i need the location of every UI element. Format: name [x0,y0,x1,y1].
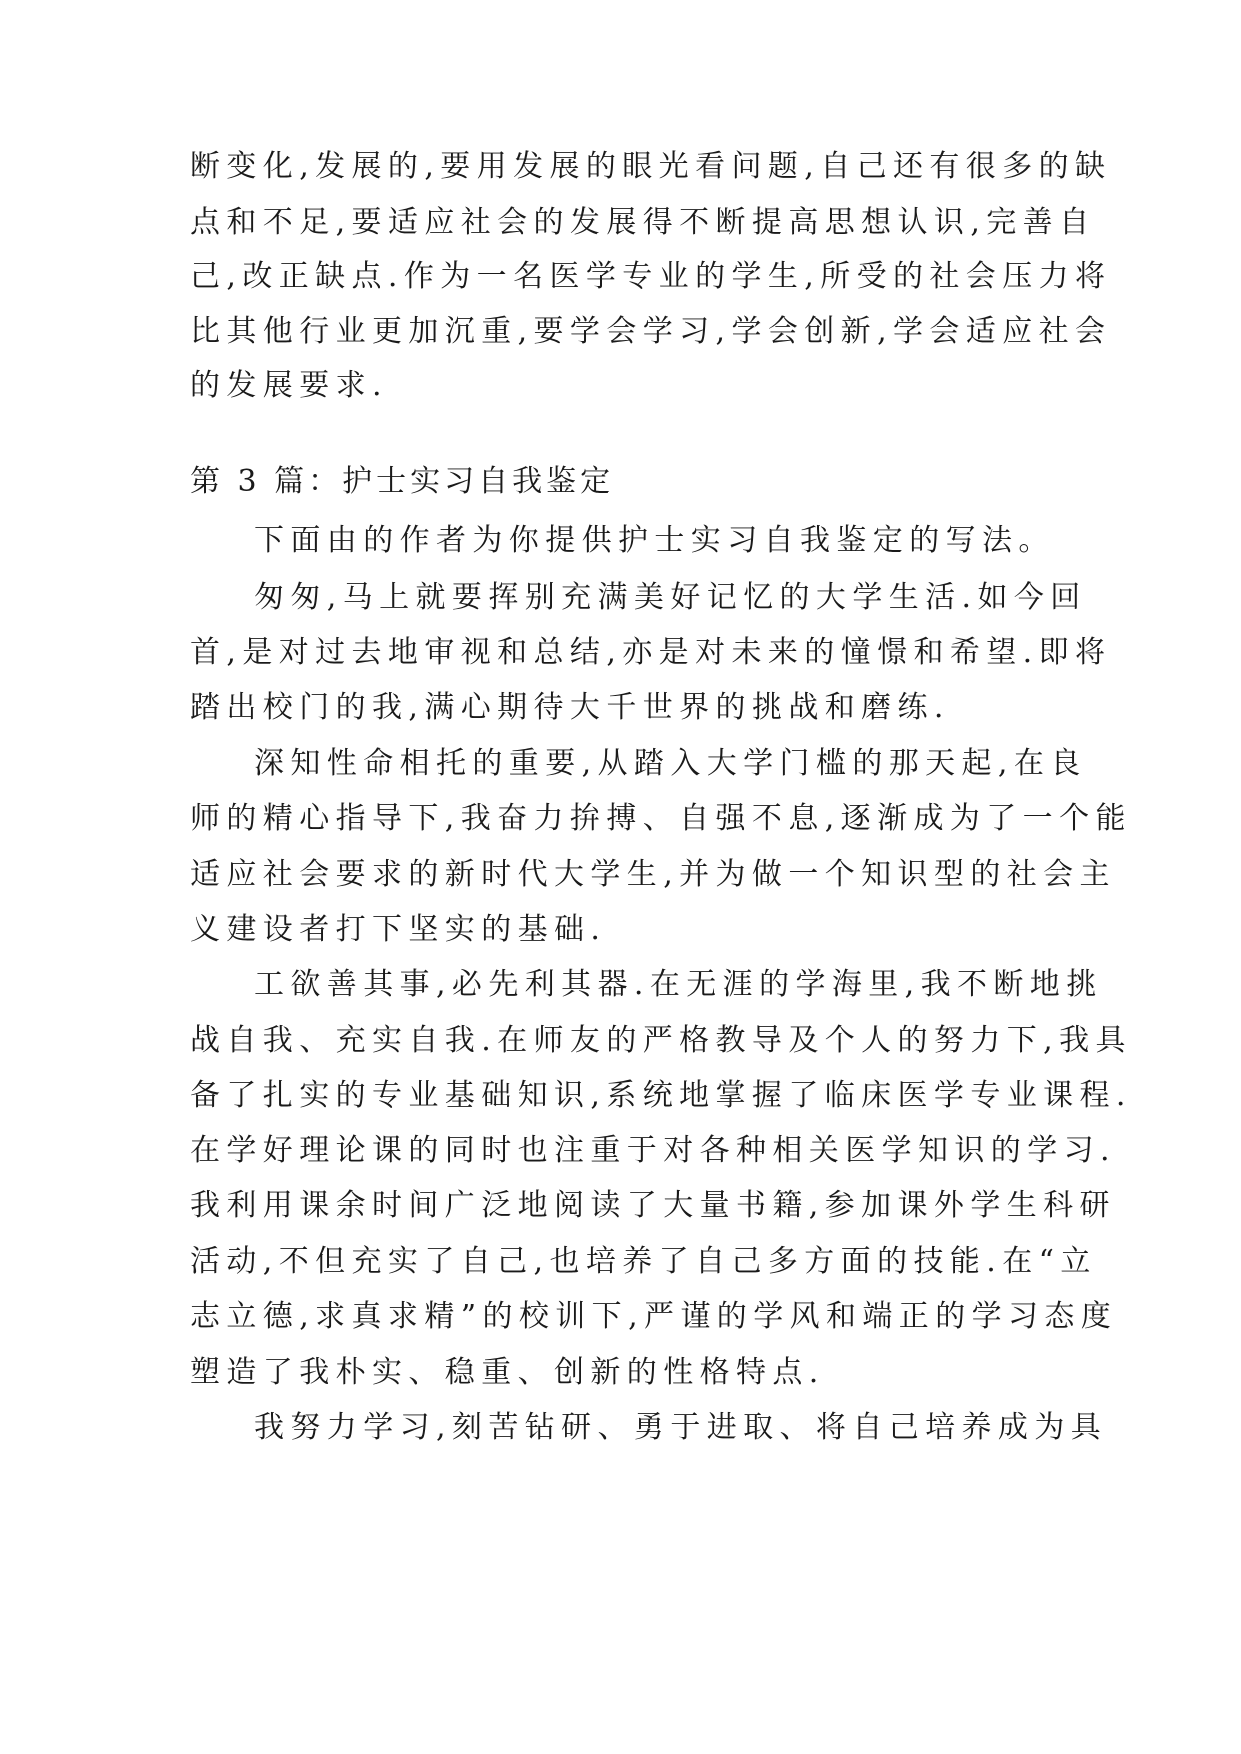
text-line: 我利用课余时间广泛地阅读了大量书籍,参加课外学生科研 [190,1188,1116,1223]
text-line: 志立德,求真求精”的校训下,严谨的学风和端正的学习态度 [190,1299,1118,1334]
text-line: 断变化,发展的,要用发展的眼光看问题,自己还有很多的缺 [190,149,1112,184]
text-line: 适应社会要求的新时代大学生,并为做一个知识型的社会主 [190,857,1116,892]
text-line: 在学好理论课的同时也注重于对各种相关医学知识的学习. [190,1133,1116,1168]
text-line: 我努力学习,刻苦钻研、勇于进取、将自己培养成为具 [254,1410,1108,1445]
text-line: 工欲善其事,必先利其器.在无涯的学海里,我不断地挑 [254,967,1103,1002]
text-line: 深知性命相托的重要,从踏入大学门槛的那天起,在良 [254,746,1087,781]
text-line: 备了扎实的专业基础知识,系统地掌握了临床医学专业课程. [190,1078,1132,1113]
text-line: 首,是对过去地审视和总结,亦是对未来的憧憬和希望.即将 [190,635,1112,670]
section-heading: 第 3 篇：护士实习自我鉴定 [190,464,615,499]
text-line: 下面由的作者为你提供护士实习自我鉴定的写法。 [254,523,1055,558]
text-line: 比其他行业更加沉重,要学会学习,学会创新,学会适应社会 [190,314,1112,349]
text-line: 战自我、充实自我.在师友的严格教导及个人的努力下,我具 [190,1023,1132,1058]
text-line: 点和不足,要适应社会的发展得不断提高思想认识,完善自 [190,205,1096,240]
text-line: 塑造了我朴实、稳重、创新的性格特点. [190,1355,825,1390]
text-line: 师的精心指导下,我奋力拚搏、自强不息,逐渐成为了一个能 [190,801,1132,836]
text-line: 匆匆,马上就要挥别充满美好记忆的大学生活.如今回 [254,580,1087,615]
text-line: 踏出校门的我,满心期待大千世界的挑战和磨练. [190,690,950,725]
text-line: 义建设者打下坚实的基础. [190,912,607,947]
text-line: 己,改正缺点.作为一名医学专业的学生,所受的社会压力将 [190,259,1112,294]
text-line: 活动,不但充实了自己,也培养了自己多方面的技能.在“立 [190,1244,1097,1279]
text-line: 的发展要求. [190,368,388,403]
